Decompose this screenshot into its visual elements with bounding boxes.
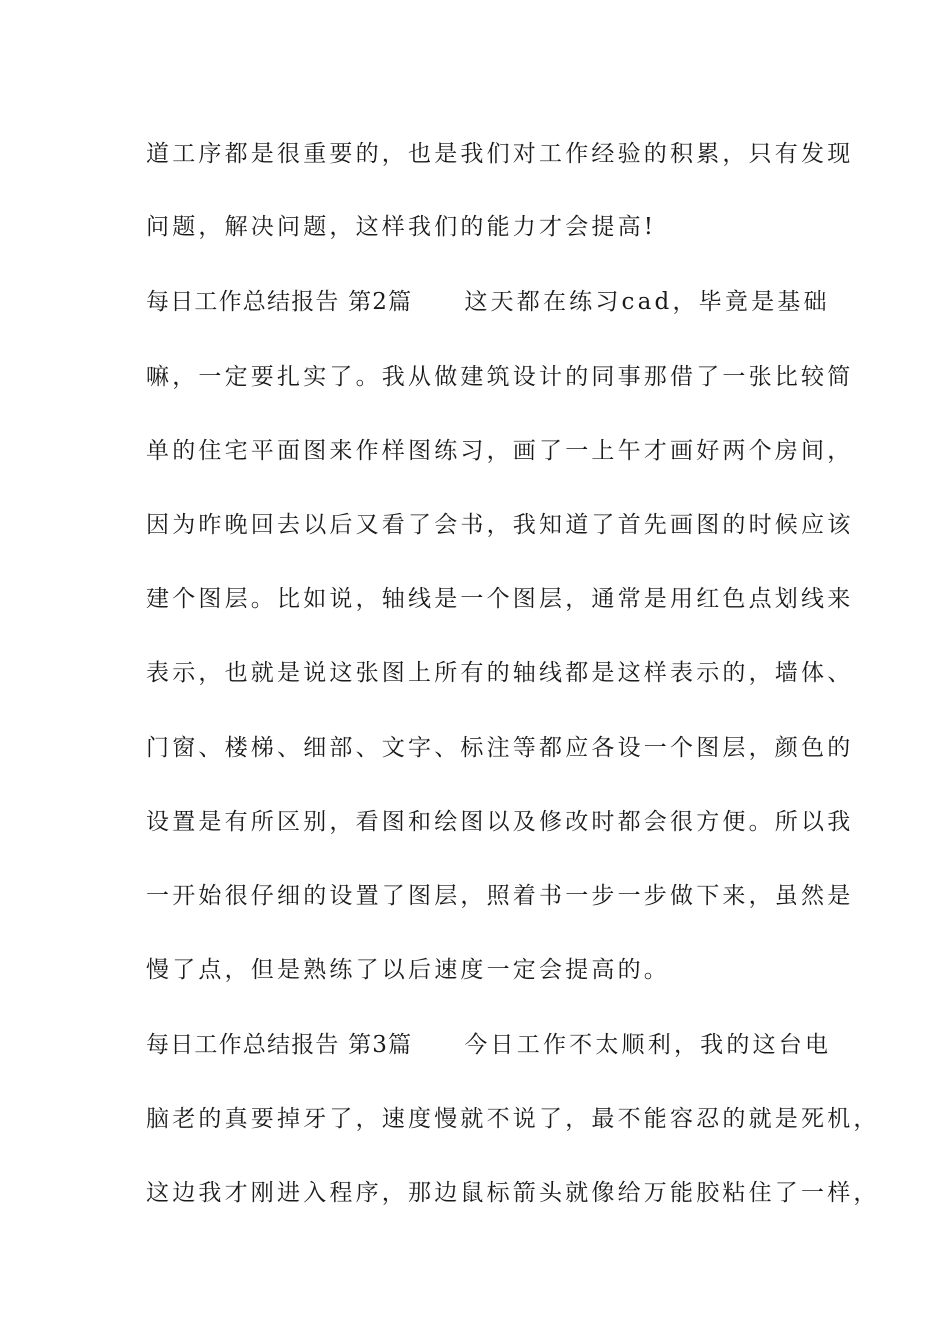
text-line: 问题，解决问题，这样我们的能力才会提高! [146,214,657,240]
text-line: 慢了点，但是熟练了以后速度一定会提高的。 [146,957,670,983]
section-3-line [146,1030,836,1060]
text-line: 门窗、楼梯、细部、文字、标注等都应各设一个图层，颜色的 [146,735,854,761]
section-3-heading: 每日工作总结报告 第3篇 [146,1032,413,1058]
text-line: 设置是有所区别，看图和绘图以及修改时都会很方便。所以我 [146,809,854,835]
text-line: 一开始很仔细的设置了图层，照着书一步一步做下来，虽然是 [146,883,854,909]
text-line: 单的住宅平面图来作样图练习，画了一上午才画好两个房间， [146,438,854,464]
text-line: 因为昨晚回去以后又看了会书，我知道了首先画图的时候应该 [146,512,854,538]
section-2-line [146,287,836,317]
text-line: 表示，也就是说这张图上所有的轴线都是这样表示的，墙体、 [146,660,854,686]
text-line: 建个图层。比如说，轴线是一个图层，通常是用红色点划线来 [146,586,854,612]
text-line: 嘛，一定要扎实了。我从做建筑设计的同事那借了一张比较简 [146,364,854,390]
section-3-text: 今日工作不太顺利，我的这台电 [464,1032,832,1058]
text-line: 这边我才刚进入程序，那边鼠标箭头就像给万能胶粘住了一样， [146,1180,880,1206]
section-2-text: 这天都在练习cad，毕竟是基础 [464,289,830,315]
text-line: 道工序都是很重要的，也是我们对工作经验的积累，只有发现 [146,141,854,167]
text-line: 脑老的真要掉牙了，速度慢就不说了，最不能容忍的就是死机， [146,1106,880,1132]
section-2-heading: 每日工作总结报告 第2篇 [146,289,413,315]
